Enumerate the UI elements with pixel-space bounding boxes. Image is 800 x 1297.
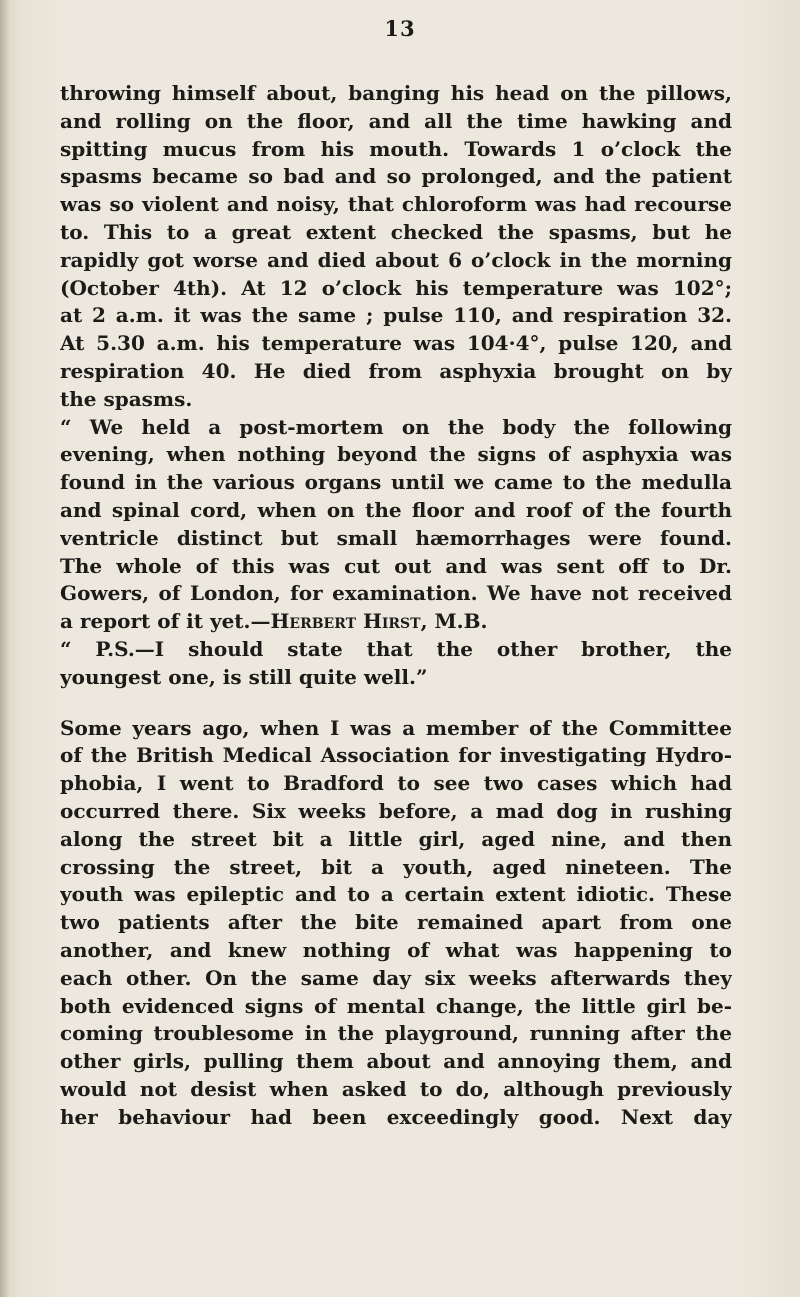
text-line: (October 4th). At 12 o’clock his temperature was 102°; bbox=[60, 275, 732, 300]
text-line: would not desist when asked to do, although previously bbox=[60, 1076, 732, 1101]
text-line: Some years ago, when I was a member of the Committee bbox=[60, 715, 732, 740]
paragraph-post-mortem bbox=[60, 414, 732, 636]
paragraph-gap bbox=[60, 692, 732, 715]
text-line: youngest one, is still quite well.” bbox=[60, 664, 428, 689]
paragraph-postscript bbox=[60, 636, 732, 692]
text-line: respiration 40. He died from asphyxia brought on by bbox=[60, 358, 732, 383]
text-line: her behaviour had been exceedingly good. Next day bbox=[60, 1104, 732, 1129]
text-line: crossing the street, bit a youth, aged nineteen. The bbox=[60, 854, 732, 879]
page-gutter-shadow bbox=[0, 0, 10, 1297]
text-line: “ P.S.—I should state that the other brother, the bbox=[60, 636, 732, 661]
text-line: youth was epileptic and to a certain extent idiotic. These bbox=[60, 882, 732, 907]
text-line: both evidenced signs of mental change, the little girl be- bbox=[60, 993, 732, 1018]
text-line: rapidly got worse and died about 6 o’clock in the morning bbox=[60, 247, 732, 272]
text-line: “ We held a post-mortem on the body the following bbox=[60, 414, 732, 439]
text-line: phobia, I went to Bradford to see two cases which had bbox=[60, 771, 732, 796]
body-text bbox=[60, 80, 732, 1131]
text-line: each other. On the same day six weeks afterwards they bbox=[60, 965, 732, 990]
text-line: along the street bit a little girl, aged nine, and then bbox=[60, 826, 732, 851]
paragraph-bradford-cases bbox=[60, 715, 732, 1132]
text-line: other girls, pulling them about and annoying them, and bbox=[60, 1049, 732, 1074]
signature-name: Herbert Hirst bbox=[270, 609, 421, 634]
text-line: two patients after the bite remained apart from one bbox=[60, 910, 732, 935]
text-line: throwing himself about, banging his head on the pillows, bbox=[60, 81, 732, 105]
text-line: evening, when nothing beyond the signs of asphyxia was bbox=[60, 442, 732, 467]
text-line: Gowers, of London, for examination. We have not received bbox=[60, 581, 732, 606]
text-line: at 2 a.m. it was the same ; pulse 110, and respiration 32. bbox=[60, 303, 732, 328]
text-line: ventricle distinct but small hæmorrhages were found. bbox=[60, 525, 732, 550]
text-line: to. This to a great extent checked the spasms, but he bbox=[60, 219, 732, 244]
text-line: was so violent and noisy, that chloroform was had recourse bbox=[60, 192, 732, 217]
text-line: The whole of this was cut out and was sent off to Dr. bbox=[60, 553, 732, 578]
text-line: the spasms. bbox=[60, 386, 193, 411]
paragraph-case-report bbox=[60, 80, 732, 414]
signature-suffix: , M.B. bbox=[420, 609, 488, 634]
page-number: 13 bbox=[384, 16, 416, 41]
signature-line bbox=[60, 608, 732, 636]
text-line: spasms became so bad and so prolonged, and the patient bbox=[60, 164, 732, 189]
text-line: At 5.30 a.m. his temperature was 104·4°, pulse 120, and bbox=[60, 331, 732, 356]
text-line: found in the various organs until we came to the medulla bbox=[60, 470, 732, 495]
text-line: occurred there. Six weeks before, a mad dog in rushing bbox=[60, 798, 732, 823]
text-line: and spinal cord, when on the floor and roof of the fourth bbox=[60, 497, 732, 522]
text-line: and rolling on the floor, and all the time hawking and bbox=[60, 108, 732, 133]
text-line: of the British Medical Association for investigating Hydro- bbox=[60, 743, 732, 768]
signature-prefix: a report of it yet.— bbox=[60, 609, 271, 634]
text-line: spitting mucus from his mouth. Towards 1 o’clock the bbox=[60, 136, 732, 161]
text-line: another, and knew nothing of what was happening to bbox=[60, 937, 732, 962]
text-line: coming troublesome in the playground, running after the bbox=[60, 1021, 732, 1046]
